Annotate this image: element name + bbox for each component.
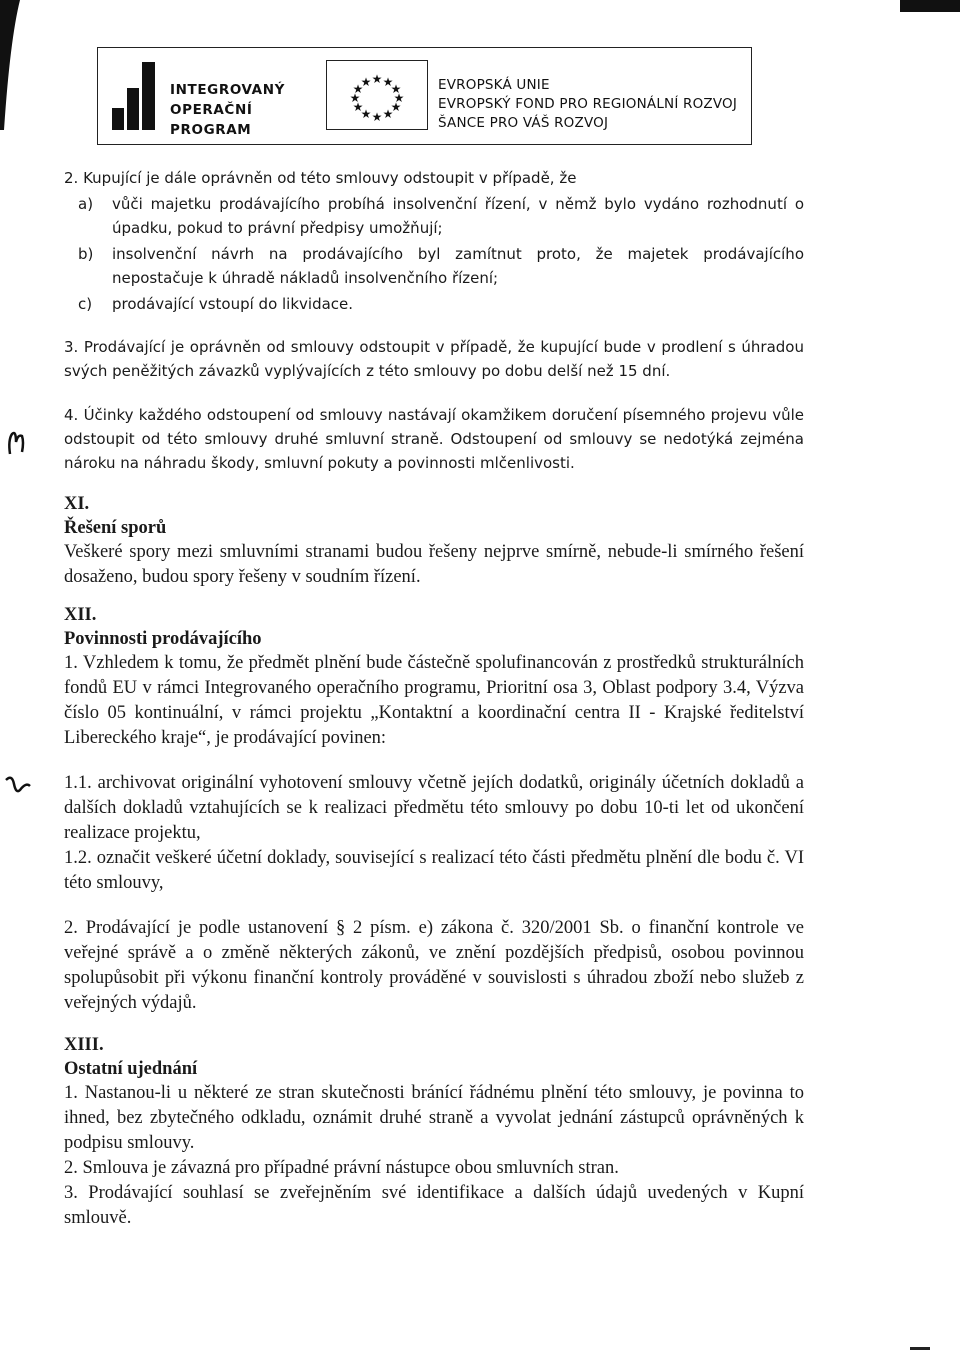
svg-text:★: ★	[390, 82, 402, 96]
section-xii	[64, 603, 804, 1016]
sec13-number: XIII.	[64, 1035, 104, 1055]
sec13-p1: 1. Nastanou-li u některé ze stran skutečnosti bránící řádnému plnění této smlouvy, je povinna to ihned, bez zbytečného odkladu, oznámit druhé straně a vyvolat jednání zástupců oprávněných k podpisu smlouvy.	[64, 1083, 804, 1153]
svg-text:★: ★	[382, 75, 394, 89]
svg-text:★: ★	[371, 110, 383, 124]
eu-line-3: ŠANCE PRO VÁŠ ROZVOJ	[438, 115, 609, 131]
section-xi	[64, 492, 804, 590]
scan-edge-mark	[0, 0, 22, 130]
scan-bottom-mark	[910, 1347, 930, 1350]
sec10-sub-c	[78, 292, 804, 316]
sec13-p3: 3. Prodávající souhlasí se zveřejněním své identifikace a dalších údajů uvedených v Kupní smlouvě.	[64, 1183, 804, 1228]
eu-line-1: EVROPSKÁ UNIE	[438, 77, 550, 93]
sec12-p1-1: 1.1. archivovat originální vyhotovení smlouvy včetně jejích dodatků, originály účetních dokladů a dalších dokladů vztahujících se k realizaci předmětu této smlouvy po dobu 10-ti let od ukončení realizace projektu,	[64, 773, 804, 843]
sub-b-text: insolvenční návrh na prodávajícího byl zamítnut proto, že majetek prodávajícího nepostačuje k úhradě nákladů insolvenčního řízení;	[112, 245, 804, 287]
sec12-title: Povinnosti prodávajícího	[64, 629, 262, 649]
svg-text:★: ★	[393, 91, 405, 105]
sec10-item2-text: 2. Kupující je dále oprávněn od této smlouvy odstoupit v případě, že	[64, 169, 577, 187]
svg-text:★: ★	[349, 91, 361, 105]
eu-flag-icon	[326, 60, 428, 130]
sec12-number: XII.	[64, 605, 97, 625]
sub-a-text: vůči majetku prodávajícího probíhá insolvenční řízení, v němž bylo vydáno rozhodnutí o úpadku, pokud to právní předpisy umožňují;	[112, 195, 804, 237]
sub-c-marker: c)	[78, 295, 93, 313]
sec10-sub-b	[78, 242, 804, 290]
svg-text:★: ★	[371, 72, 383, 86]
sec12-p1: 1. Vzhledem k tomu, že předmět plnění bude částečně spolufinancován z prostředků strukturálních fondů EU v rámci Integrovaného operačního programu, Prioritní osa 3, Oblast podpory 3.4, Výzva číslo 05 kontinuální, v rámci projektu „Kontaktní a koordinační centra II - Krajské ředitelství Libereckého kraje“, je prodávající povinen:	[64, 653, 804, 748]
svg-text:★: ★	[360, 107, 372, 121]
svg-text:★: ★	[382, 107, 394, 121]
svg-text:★: ★	[390, 100, 402, 114]
handwritten-margin-mark	[0, 428, 36, 462]
sec11-number: XI.	[64, 494, 90, 514]
sec12-p1-2: 1.2. označit veškeré účetní doklady, související s realizací této části předmětu plnění dle bodu č. VI této smlouvy,	[64, 848, 804, 893]
eu-logo-text	[438, 76, 737, 133]
sec10-item-2	[64, 166, 804, 316]
svg-text:★: ★	[360, 75, 372, 89]
svg-text:★: ★	[352, 82, 364, 96]
svg-text:★: ★	[352, 100, 364, 114]
iop-line-1: INTEGROVANÝ	[170, 82, 285, 98]
sub-c-text: prodávající vstoupí do likvidace.	[112, 295, 354, 313]
sec12-p2: 2. Prodávající je podle ustanovení § 2 písm. e) zákona č. 320/2001 Sb. o finanční kontrole ve veřejné správě a o změně některých zákonů, ve znění pozdějších předpisů, osobou povinnou spolupůsobit při výkonu finanční kontroly prováděné v souvislosti s úhradou zboží nebo služeb z veřejných výdajů.	[64, 918, 804, 1013]
iop-line-2: OPERAČNÍ	[170, 102, 253, 118]
sec10-sub-a	[78, 192, 804, 240]
sec13-title: Ostatní ujednání	[64, 1059, 198, 1079]
scan-corner-mark	[900, 0, 960, 12]
sub-b-marker: b)	[78, 245, 94, 263]
sec11-title: Řešení sporů	[64, 518, 167, 538]
handwritten-margin-mark	[0, 770, 36, 804]
section-xiii	[64, 1033, 804, 1231]
iop-logo-text	[170, 80, 285, 140]
sec13-p2: 2. Smlouva je závazná pro případné právní nástupce obou smluvních stran.	[64, 1158, 619, 1178]
sub-a-marker: a)	[78, 195, 94, 213]
sec10-item-3: 3. Prodávající je oprávněn od smlouvy odstoupit v případě, že kupující bude v prodlení s úhradou svých peněžitých závazků vyplývajících z této smlouvy po dobu delší než 15 dní.	[64, 338, 804, 380]
sec11-text: Veškeré spory mezi smluvními stranami budou řešeny nejprve smírně, nebude-li smírného řešení dosaženo, budou spory řešeny v soudním řízení.	[64, 542, 804, 587]
eu-line-2: EVROPSKÝ FOND PRO REGIONÁLNÍ ROZVOJ	[438, 96, 738, 112]
header-banner	[97, 47, 752, 145]
iop-logo-icon	[112, 62, 172, 130]
sec10-item-4: 4. Účinky každého odstoupení od smlouvy nastávají okamžikem doručení písemného projevu vůle odstoupit od této smlouvy druhé smluvní straně. Odstoupení od smlouvy se nedotýká zejména nároku na náhradu škody, smluvní pokuty a povinnosti mlčenlivosti.	[64, 406, 804, 472]
iop-line-3: PROGRAM	[170, 122, 252, 138]
